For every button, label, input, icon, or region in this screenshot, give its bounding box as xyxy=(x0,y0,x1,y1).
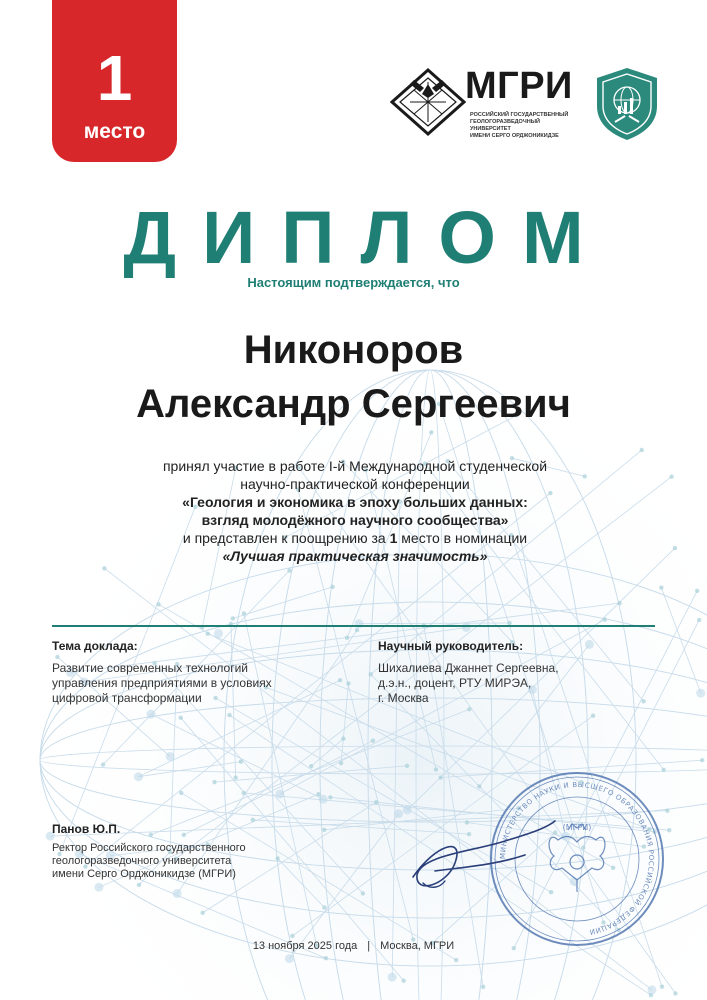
rector-title-line: Ректор Российского государственного xyxy=(52,842,246,854)
network-node xyxy=(179,715,183,719)
network-node xyxy=(339,761,343,765)
network-node xyxy=(134,772,143,781)
network-node xyxy=(369,672,373,676)
place-badge xyxy=(52,0,177,162)
university-full-name-line: ИМЕНИ СЕРГО ОРДЖОНИКИДЗЕ xyxy=(470,133,559,139)
network-node xyxy=(405,764,409,768)
network-node xyxy=(481,985,485,989)
award-line: принял участие в работе I-й Международной студенческой xyxy=(162,458,548,474)
network-node xyxy=(603,617,607,621)
network-node xyxy=(227,713,231,717)
network-node xyxy=(695,589,699,593)
network-node xyxy=(434,767,438,771)
rector-title-line: геологоразведочного университета xyxy=(52,855,232,867)
network-node xyxy=(102,566,106,570)
network-node xyxy=(401,979,405,983)
network-node xyxy=(355,628,359,632)
stamp-ring-text: МИНИСТЕРСТВО НАУКИ И ВЫСШЕГО ОБРАЗОВАНИЯ РОССИЙСКОЙ ФЕДЕРАЦИИ xyxy=(498,780,656,936)
network-node xyxy=(242,611,246,615)
recipient-surname: Никоноров xyxy=(243,328,464,372)
network-node xyxy=(146,710,155,719)
network-node xyxy=(322,905,326,909)
network-node xyxy=(319,795,328,804)
network-node xyxy=(285,954,294,963)
rector-title-line: имени Серго Орджоникидзе (МГРИ) xyxy=(52,868,236,880)
award-line-text: и представлен к поощрению за xyxy=(182,530,390,546)
network-node xyxy=(617,601,621,605)
network-node xyxy=(205,632,209,636)
network-node xyxy=(231,616,235,620)
recipient-name xyxy=(0,323,707,431)
footer-separator: | xyxy=(367,940,371,952)
network-node xyxy=(371,738,375,742)
network-node xyxy=(341,736,345,740)
stamp-inner-text: (МГРИ) xyxy=(562,823,592,832)
network-node xyxy=(316,792,320,796)
network-node xyxy=(330,585,334,589)
network-node xyxy=(324,956,328,960)
conference-title-line: взгляд молодёжного научного сообщества» xyxy=(201,512,509,528)
network-node xyxy=(156,602,160,606)
report-topic-label: Тема доклада: xyxy=(52,639,138,653)
network-node xyxy=(275,790,284,799)
network-node xyxy=(700,758,704,762)
network-node xyxy=(166,752,175,761)
rector-name: Панов Ю.П. xyxy=(52,822,121,836)
nomination-title: «Лучшая практическая значимость» xyxy=(222,548,488,564)
network-node xyxy=(239,759,243,763)
report-topic-line: цифровой трансформации xyxy=(52,691,202,705)
network-node xyxy=(309,764,313,768)
network-node xyxy=(214,629,223,638)
university-short-name: МГРИ xyxy=(465,65,573,107)
network-node xyxy=(242,791,246,795)
network-node xyxy=(454,958,458,962)
network-node xyxy=(591,714,595,718)
supervisor-line: Шихалиева Джаннет Сергеевна, xyxy=(378,661,559,675)
award-line-text: место в номинации xyxy=(397,530,528,546)
place-word: место xyxy=(83,120,146,143)
network-node xyxy=(388,973,397,982)
report-topic-line: Развитие современных технологий xyxy=(52,661,249,675)
rector-signature xyxy=(395,805,565,905)
report-topic-text xyxy=(52,661,352,706)
mgri-diamond-hammers-icon xyxy=(390,68,466,136)
supervisor-line: г. Москва xyxy=(378,691,429,705)
rector-signature-block xyxy=(52,822,332,881)
network-node xyxy=(697,618,701,622)
supervisor-label: Научный руководитель: xyxy=(378,639,524,653)
university-full-name-line: РОССИЙСКИЙ ГОСУДАРСТВЕННЫЙ xyxy=(470,112,569,118)
diploma-title: ДИПЛОМ xyxy=(123,196,610,279)
network-node xyxy=(173,889,182,898)
network-node xyxy=(667,828,671,832)
footer xyxy=(0,940,707,952)
network-node xyxy=(101,762,105,766)
network-node xyxy=(647,985,656,994)
divider xyxy=(52,625,655,627)
award-text xyxy=(60,457,650,565)
network-node xyxy=(640,448,644,452)
supervisor xyxy=(378,639,658,706)
network-node xyxy=(673,991,677,995)
university-full-name-line: ГЕОЛОГОРАЗВЕДОЧНЫЙ УНИВЕРСИТЕТ xyxy=(470,119,541,132)
issue-date: 13 ноября 2025 года xyxy=(252,940,358,952)
recipient-given-names: Александр Сергеевич xyxy=(136,382,571,426)
confirmation-text: Настоящим подтверждается, что xyxy=(247,275,460,290)
conference-title-line: «Геология и экономика в эпоху больших данных: xyxy=(182,494,528,510)
network-node xyxy=(374,800,378,804)
network-node xyxy=(696,689,705,698)
network-node xyxy=(94,883,103,892)
network-node xyxy=(659,585,663,589)
network-node xyxy=(660,985,664,989)
network-node xyxy=(669,475,673,479)
conference-shield-icon xyxy=(595,66,659,142)
report-topic xyxy=(52,639,352,706)
supervisor-text xyxy=(378,661,658,706)
report-topic-line: управления предприятиями в условиях xyxy=(52,676,272,690)
network-node xyxy=(287,568,291,572)
network-node xyxy=(233,775,237,779)
network-node xyxy=(438,775,442,779)
award-line: научно-практической конференции xyxy=(240,476,470,492)
network-node xyxy=(328,795,332,799)
rector-title xyxy=(52,842,332,881)
place-number: 1 xyxy=(96,42,133,114)
network-node xyxy=(179,791,183,795)
network-node xyxy=(355,619,364,628)
award-line xyxy=(60,529,650,547)
network-node xyxy=(137,883,141,887)
network-node xyxy=(212,780,216,784)
network-node xyxy=(361,891,365,895)
network-node xyxy=(290,934,294,938)
supervisor-line: д.э.н., доцент, РТУ МИРЭА, xyxy=(378,676,532,690)
network-node xyxy=(477,784,481,788)
network-node xyxy=(673,546,677,550)
award-place: 1 xyxy=(389,530,398,546)
network-node xyxy=(467,707,471,711)
network-node xyxy=(200,911,204,915)
university-full-name xyxy=(470,112,578,140)
issue-place: Москва, МГРИ xyxy=(380,940,455,952)
